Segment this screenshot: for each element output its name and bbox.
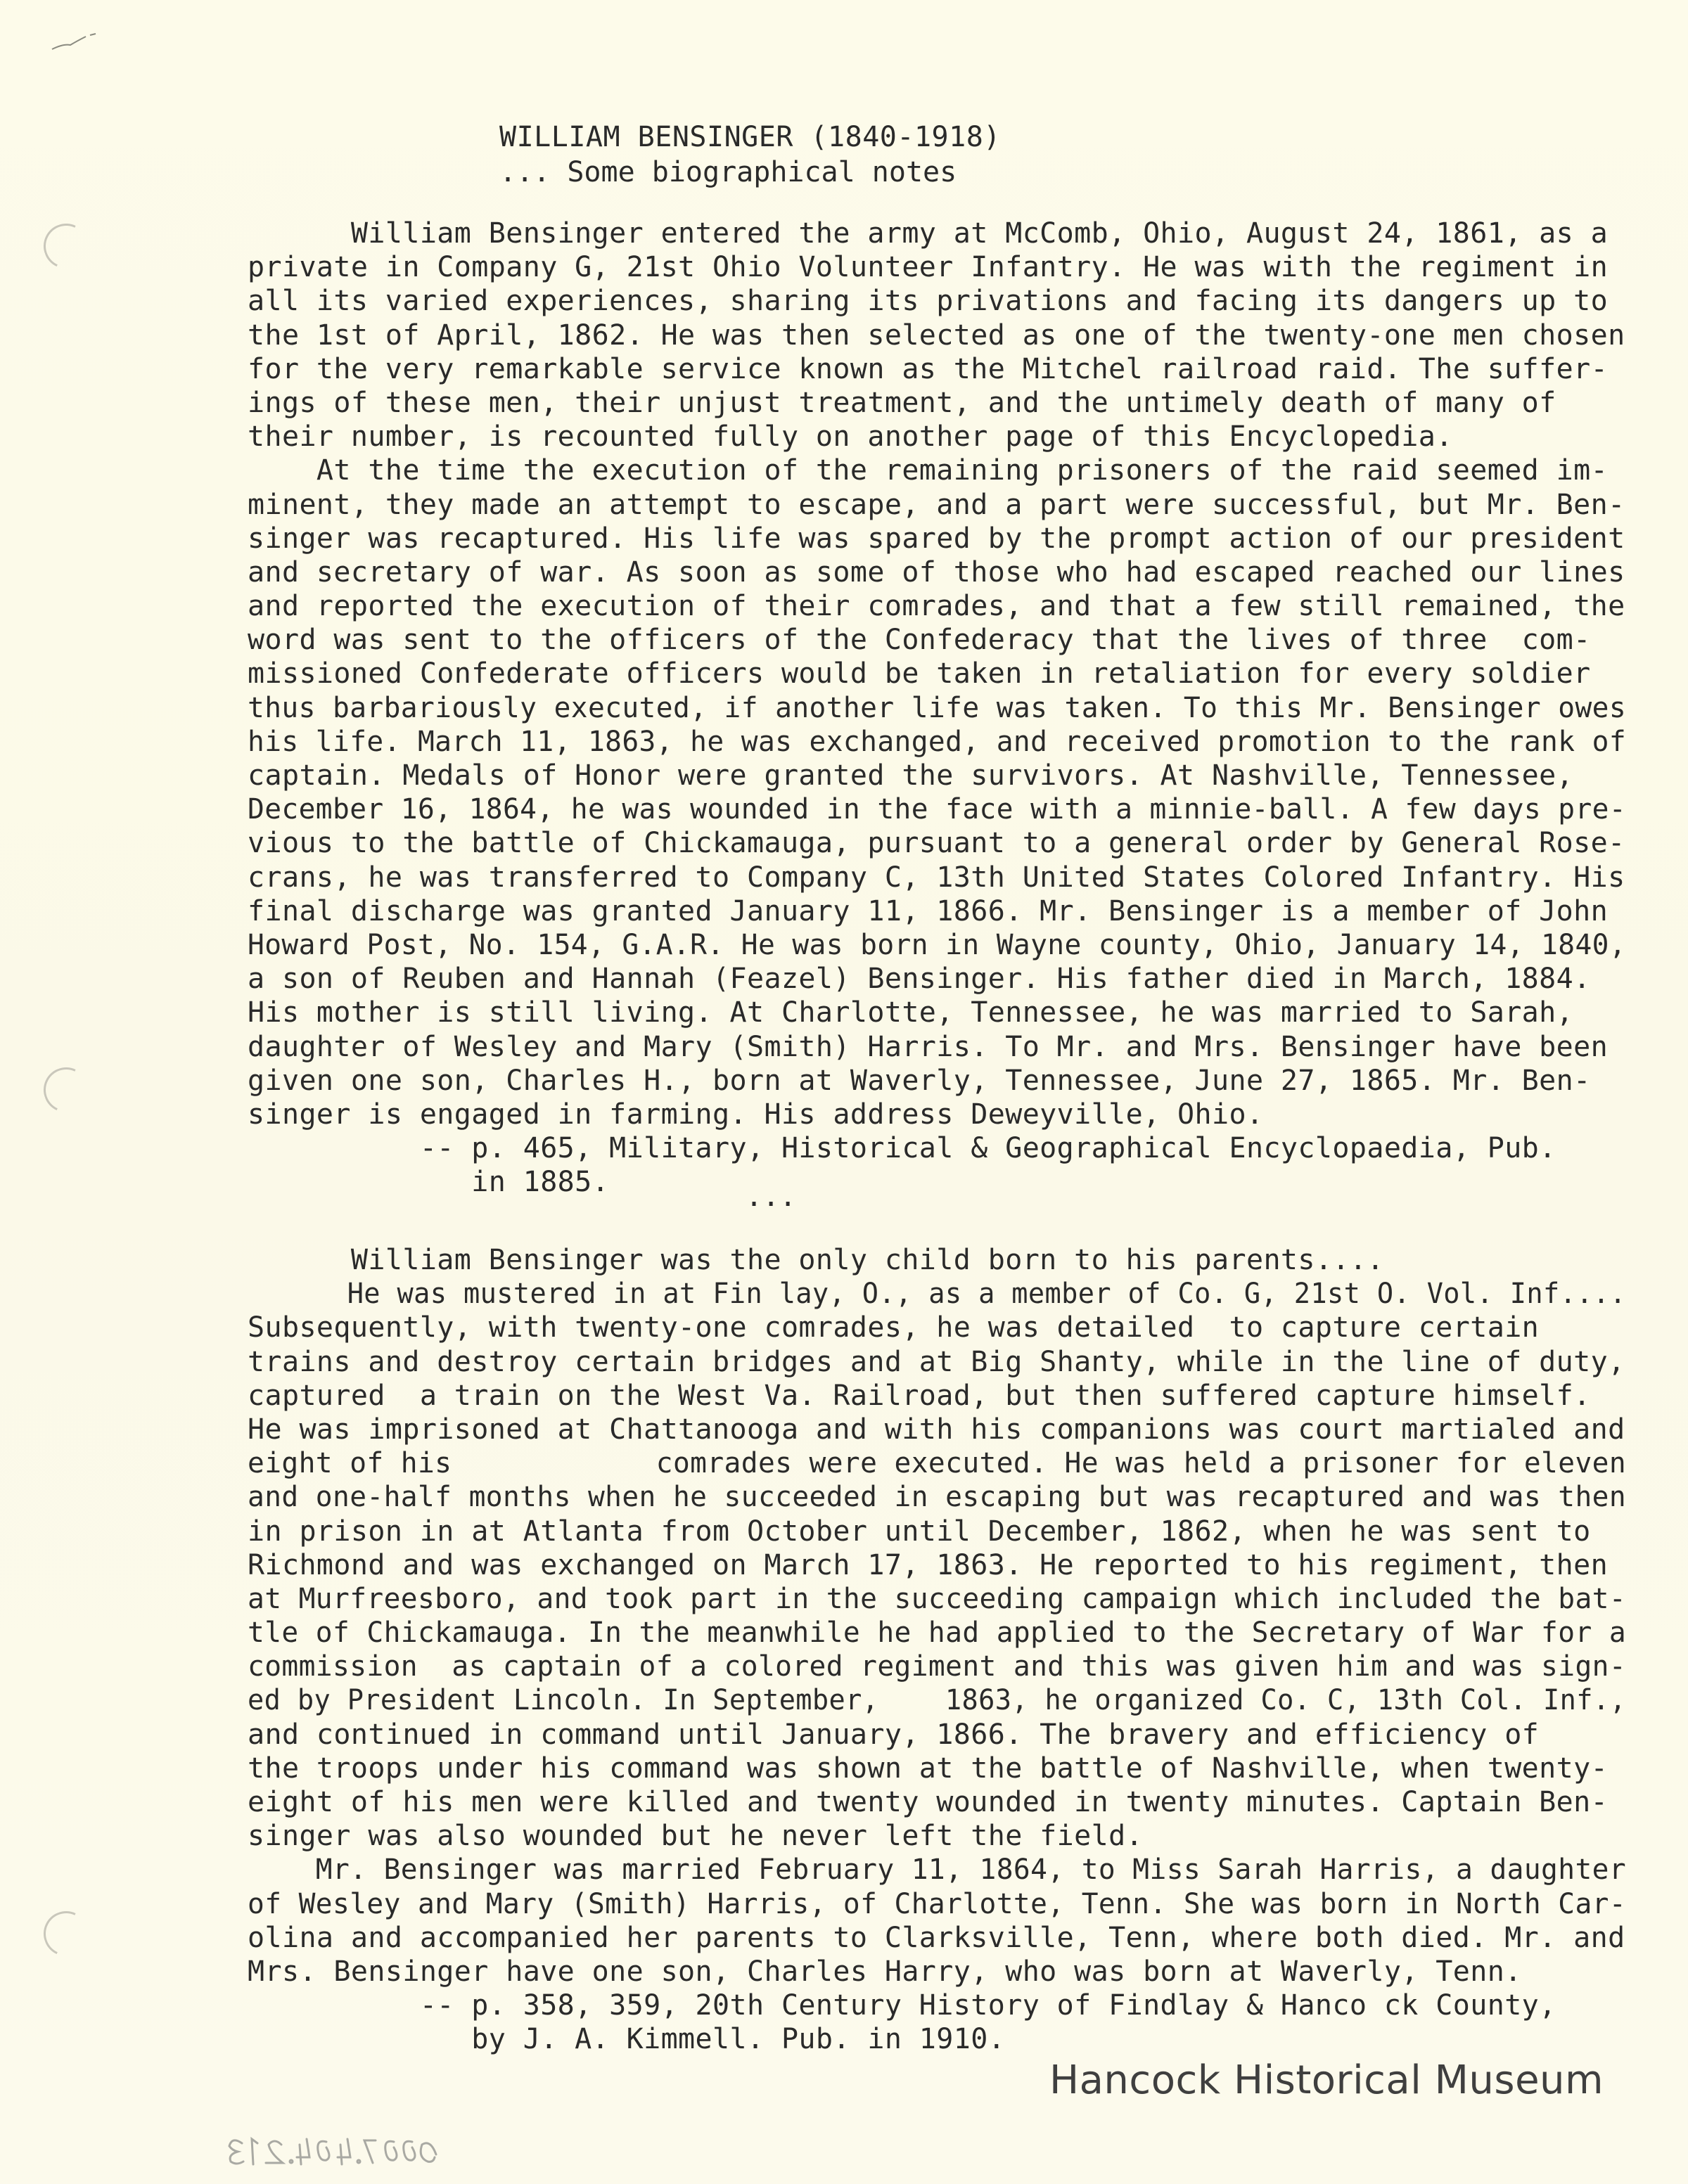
- encyclopedia-text-line: in 1885.: [248, 1166, 610, 1199]
- encyclopedia-text-line: daughter of Wesley and Mary (Smith) Harris. To Mr. and Mrs. Bensinger have been: [248, 1030, 1609, 1063]
- kimmell-text-line: Subsequently, with twenty-one comrades, he was detailed to capture certain: [248, 1311, 1540, 1344]
- kimmell-text-line: William Bensinger was the only child born to his parents....: [248, 1244, 1384, 1276]
- encyclopedia-text-line: captain. Medals of Honor were granted the survivors. At Nashville, Tennessee,: [248, 759, 1574, 792]
- binder-hole-top: [37, 217, 95, 275]
- kimmell-text-line: in prison in at Atlanta from October until December, 1862, when he was sent to: [248, 1515, 1591, 1548]
- binder-hole-middle: [37, 1061, 95, 1119]
- kimmell-text-line: trains and destroy certain bridges and at Big Shanty, while in the line of duty,: [248, 1345, 1625, 1378]
- encyclopedia-text-line: crans, he was transferred to Company C, 13th United States Colored Infantry. His: [248, 861, 1625, 894]
- encyclopedia-text-line: and secretary of war. As soon as some of those who had escaped reached our lines: [248, 555, 1625, 589]
- kimmell-text-line: eight of his comrades were executed. He was held a prisoner for eleven: [248, 1447, 1627, 1480]
- kimmell-text-line: ed by President Lincoln. In September, 1863, he organized Co. C, 13th Col. Inf.,: [248, 1684, 1627, 1717]
- kimmell-text-line: Richmond and was exchanged on March 17, 1863. He reported to his regiment, then: [248, 1548, 1609, 1581]
- encyclopedia-text-line: minent, they made an attempt to escape, and a part were successful, but Mr. Ben-: [248, 488, 1625, 521]
- encyclopedia-text-line: their number, is recounted fully on another page of this Encyclopedia.: [248, 420, 1453, 454]
- encyclopedia-text-line: ings of these men, their unjust treatment, and the untimely death of many of: [248, 386, 1556, 419]
- encyclopedia-text-line: At the time the execution of the remaining prisoners of the raid seemed im-: [248, 454, 1609, 487]
- encyclopedia-text-line: word was sent to the officers of the Confederacy that the lives of three com-: [248, 624, 1591, 657]
- section-encyclopedia-1885: [248, 217, 1626, 1199]
- encyclopedia-text-line: all its varied experiences, sharing its privations and facing its dangers up to: [248, 285, 1609, 318]
- kimmell-text-line: commission as captain of a colored regiment and this was given him and was sign-: [248, 1650, 1627, 1683]
- encyclopedia-text-line: thus barbariously executed, if another life was taken. To this Mr. Bensinger owes: [248, 691, 1627, 724]
- kimmell-text-line: Mr. Bensinger was married February 11, 1864, to Miss Sarah Harris, a daughter: [248, 1854, 1627, 1887]
- encyclopedia-text-line: -- p. 465, Military, Historical & Geographical Encyclopaedia, Pub.: [248, 1132, 1556, 1165]
- kimmell-text-line: He was imprisoned at Chattanooga and with his companions was court martialed and: [248, 1413, 1625, 1446]
- encyclopedia-text-line: December 16, 1864, he was wounded in the face with a minnie-ball. A few days pre-: [248, 793, 1627, 826]
- kimmell-text-line: at Murfreesboro, and took part in the succeeding campaign which included the bat-: [248, 1582, 1627, 1615]
- encyclopedia-text-line: a son of Reuben and Hannah (Feazel) Bensinger. His father died in March, 1884.: [248, 963, 1591, 996]
- kimmell-text-line: eight of his men were killed and twenty wounded in twenty minutes. Captain Ben-: [248, 1786, 1609, 1818]
- encyclopedia-text-line: private in Company G, 21st Ohio Volunteer Infantry. He was with the regiment in: [248, 251, 1609, 284]
- encyclopedia-text-line: and reported the execution of their comrades, and that a few still remained, the: [248, 590, 1625, 623]
- encyclopedia-text-line: William Bensinger entered the army at McComb, Ohio, August 24, 1861, as a: [248, 217, 1609, 250]
- kimmell-text-line: by J. A. Kimmell. Pub. in 1910.: [248, 2023, 1006, 2056]
- section-separator: ...: [746, 1181, 797, 1213]
- kimmell-text-line: He was mustered in at Fin lay, O., as a member of Co. G, 21st O. Vol. Inf....: [248, 1278, 1627, 1311]
- section-kimmell-1910: [248, 1243, 1626, 2057]
- kimmell-text-line: olina and accompanied her parents to Clarksville, Tenn, where both died. Mr. and: [248, 1921, 1625, 1954]
- kimmell-text-line: captured a train on the West Va. Railroad, but then suffered capture himself.: [248, 1379, 1591, 1412]
- kimmell-text-line: singer was also wounded but he never left the field.: [248, 1820, 1144, 1853]
- encyclopedia-text-line: final discharge was granted January 11, 1866. Mr. Bensinger is a member of John: [248, 894, 1609, 927]
- encyclopedia-text-line: his life. March 11, 1863, he was exchanged, and received promotion to the rank of: [248, 725, 1627, 758]
- document-subtitle: ... Some biographical notes: [499, 156, 957, 188]
- encyclopedia-text-line: given one son, Charles H., born at Waverly, Tennessee, June 27, 1865. Mr. Ben-: [248, 1064, 1591, 1097]
- encyclopedia-text-line: Howard Post, No. 154, G.A.R. He was born in Wayne county, Ohio, January 14, 1840,: [248, 928, 1627, 961]
- document-title: WILLIAM BENSINGER (1840-1918): [499, 121, 1001, 153]
- encyclopedia-text-line: singer was recaptured. His life was spared by the prompt action of our president: [248, 522, 1625, 555]
- encyclopedia-text-line: His mother is still living. At Charlotte, Tennessee, he was married to Sarah,: [248, 996, 1574, 1029]
- kimmell-text-line: tle of Chickamauga. In the meanwhile he had applied to the Secretary of War for a: [248, 1617, 1627, 1650]
- encyclopedia-text-line: missioned Confederate officers would be taken in retaliation for every soldier: [248, 657, 1591, 690]
- kimmell-text-line: the troops under his command was shown at the battle of Nashville, when twenty-: [248, 1752, 1609, 1785]
- encyclopedia-text-line: the 1st of April, 1862. He was then selected as one of the twenty-one men chosen: [248, 319, 1625, 352]
- kimmell-text-line: and one-half months when he succeeded in escaping but was recaptured and was then: [248, 1481, 1627, 1514]
- pencil-mark: [49, 28, 98, 56]
- kimmell-text-line: of Wesley and Mary (Smith) Harris, of Charlotte, Tenn. She was born in North Car-: [248, 1887, 1627, 1920]
- encyclopedia-text-line: vious to the battle of Chickamauga, pursuant to a general order by General Rose-: [248, 827, 1625, 860]
- binder-hole-bottom: [37, 1905, 95, 1963]
- encyclopedia-text-line: for the very remarkable service known as the Mitchel railroad raid. The suffer-: [248, 352, 1609, 385]
- kimmell-text-line: Mrs. Bensinger have one son, Charles Harry, who was born at Waverly, Tenn.: [248, 1955, 1522, 1988]
- museum-watermark: Hancock Historical Museum: [1049, 2057, 1604, 2103]
- encyclopedia-text-line: singer is engaged in farming. His address Deweyville, Ohio.: [248, 1098, 1264, 1131]
- kimmell-text-line: -- p. 358, 359, 20th Century History of Findlay & Hanco ck County,: [248, 1989, 1556, 2022]
- handwritten-catalog-number: [148, 2126, 443, 2171]
- kimmell-text-line: and continued in command until January, 1866. The bravery and efficiency of: [248, 1718, 1540, 1751]
